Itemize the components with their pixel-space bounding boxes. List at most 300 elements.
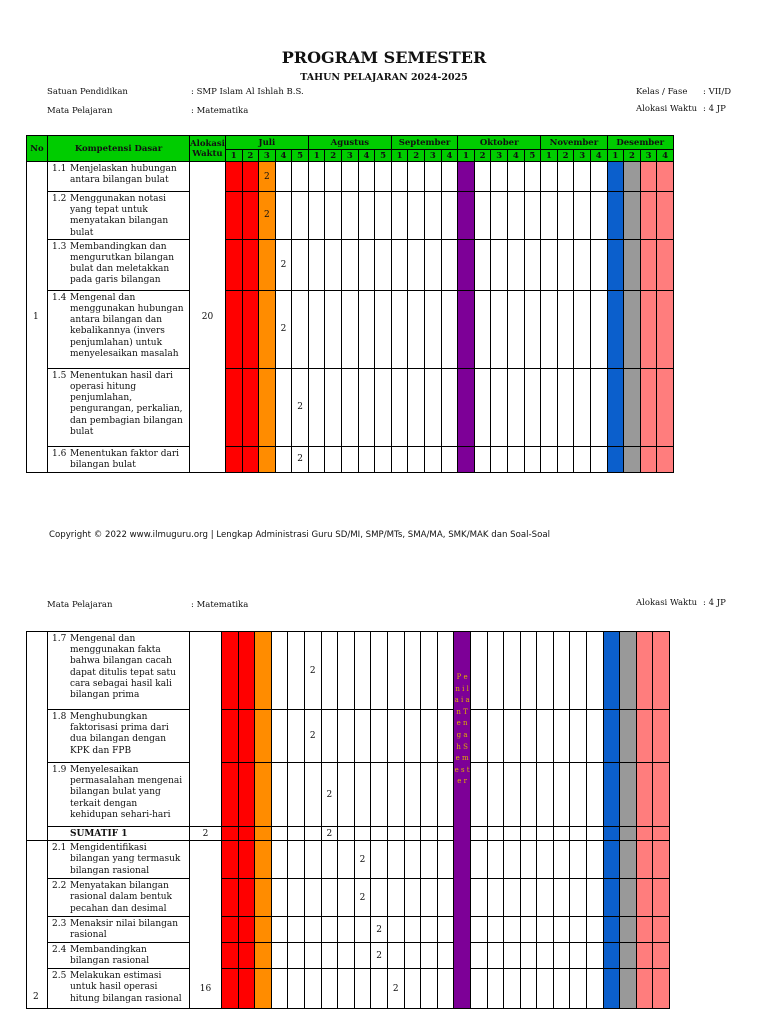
table-row	[27, 917, 670, 943]
week-cell	[470, 943, 487, 969]
week-cell	[640, 290, 657, 368]
week-cell	[570, 969, 587, 1009]
mapel-label-p2: Mata Pelajaran	[47, 600, 113, 610]
week-cell	[338, 969, 355, 1009]
week-cell	[292, 192, 309, 240]
week-cell	[520, 710, 537, 763]
table-row	[27, 879, 670, 917]
kd-text: Menyelesaikan permasalahan mengenai bilangan bulat yang terkait dengan kehidupan sehari-hari	[70, 765, 183, 820]
week-cell	[225, 368, 242, 446]
week-cell	[437, 943, 454, 969]
kd-text: Menghubungkan faktorisasi prima dari dua bilangan dengan KPK dan FPB	[70, 712, 169, 756]
week-cell	[421, 943, 438, 969]
week-cell	[308, 162, 325, 192]
week-cell	[620, 969, 637, 1009]
week-cell	[491, 290, 508, 368]
table-row	[27, 841, 670, 879]
week-cell	[524, 192, 541, 240]
week-cell	[603, 827, 620, 841]
week-cell	[587, 943, 604, 969]
week-cell	[553, 827, 570, 841]
week-cell	[553, 632, 570, 710]
table-row	[27, 446, 674, 472]
week-cell	[271, 632, 288, 710]
kd-cell	[48, 162, 190, 192]
week-cell	[620, 763, 637, 827]
week-value: 2	[292, 446, 309, 472]
week-cell	[222, 917, 239, 943]
week-cell	[292, 290, 309, 368]
col-header-kd: Kompetensi Dasar	[48, 136, 190, 162]
week-cell	[441, 239, 458, 290]
kd-number: 1.6	[52, 448, 67, 459]
week-cell	[421, 710, 438, 763]
week-cell	[222, 710, 239, 763]
week-cell	[259, 368, 276, 446]
satuan-label: Satuan Pendidikan	[47, 87, 128, 97]
week-cell	[425, 162, 442, 192]
week-cell	[275, 162, 292, 192]
week-cell	[225, 192, 242, 240]
week-cell	[225, 239, 242, 290]
week-cell	[425, 446, 442, 472]
week-cell	[304, 841, 321, 879]
week-cell	[358, 192, 375, 240]
week-cell	[557, 162, 574, 192]
week-header: 5	[524, 150, 541, 162]
week-cell	[487, 841, 504, 879]
month-header: Juli	[225, 136, 308, 150]
week-cell	[275, 446, 292, 472]
week-cell	[636, 841, 653, 879]
week-cell	[441, 162, 458, 192]
week-cell	[474, 239, 491, 290]
week-cell	[570, 632, 587, 710]
kd-cell	[48, 917, 190, 943]
week-cell	[242, 162, 259, 192]
group-number	[27, 632, 48, 841]
copyright-text: Copyright © 2022 www.ilmuguru.org | Lengkap Administrasi Guru SD/MI, SMP/MTs, SMA/MA, SMK/MAK dan Soal-Soal	[49, 530, 550, 540]
kd-text: Melakukan estimasi untuk hasil operasi hitung bilangan rasional	[70, 971, 182, 1004]
week-cell	[441, 368, 458, 446]
week-cell	[321, 879, 338, 917]
week-cell	[304, 763, 321, 827]
week-cell	[657, 162, 674, 192]
week-cell	[242, 446, 259, 472]
week-cell	[620, 943, 637, 969]
week-cell	[275, 192, 292, 240]
week-cell	[458, 192, 475, 240]
week-cell	[491, 239, 508, 290]
week-cell	[470, 710, 487, 763]
week-cell	[520, 827, 537, 841]
kd-text: Menentukan faktor dari bilangan bulat	[70, 448, 180, 471]
week-header: 2	[557, 150, 574, 162]
week-cell	[607, 446, 624, 472]
kd-number: 2.4	[52, 945, 67, 956]
week-cell	[288, 763, 305, 827]
kd-number: 1.4	[52, 292, 67, 303]
week-cell	[587, 827, 604, 841]
week-cell	[354, 763, 371, 827]
week-cell	[354, 710, 371, 763]
week-cell	[354, 943, 371, 969]
week-cell	[624, 162, 641, 192]
week-cell	[603, 632, 620, 710]
week-header: 4	[358, 150, 375, 162]
week-cell	[375, 239, 392, 290]
week-cell	[225, 446, 242, 472]
week-cell	[342, 368, 359, 446]
week-cell	[636, 827, 653, 841]
week-cell	[437, 632, 454, 710]
week-cell	[425, 239, 442, 290]
week-cell	[487, 943, 504, 969]
week-cell	[255, 710, 272, 763]
week-cell	[255, 943, 272, 969]
week-cell	[458, 446, 475, 472]
week-cell	[387, 763, 404, 827]
week-cell	[271, 710, 288, 763]
week-cell	[222, 763, 239, 827]
week-cell	[524, 290, 541, 368]
week-cell	[474, 162, 491, 192]
kd-text: Mengidentifikasi bilangan yang termasuk bilangan rasional	[70, 843, 181, 876]
week-cell	[271, 841, 288, 879]
week-cell	[222, 632, 239, 710]
kd-cell	[48, 763, 190, 827]
week-cell	[636, 763, 653, 827]
week-cell	[557, 446, 574, 472]
week-cell	[421, 917, 438, 943]
week-cell	[275, 368, 292, 446]
week-cell	[242, 192, 259, 240]
week-cell	[524, 239, 541, 290]
week-cell	[640, 239, 657, 290]
week-cell	[288, 879, 305, 917]
col-header-no: No	[27, 136, 48, 162]
week-cell	[304, 917, 321, 943]
kd-number: 1.8	[52, 712, 67, 722]
week-cell	[653, 841, 670, 879]
week-cell	[657, 239, 674, 290]
week-cell	[574, 290, 591, 368]
week-cell	[590, 239, 607, 290]
week-cell	[271, 827, 288, 841]
week-cell	[574, 368, 591, 446]
week-cell	[557, 192, 574, 240]
week-cell	[338, 827, 355, 841]
kd-cell	[48, 239, 190, 290]
week-cell	[541, 368, 558, 446]
week-cell	[624, 446, 641, 472]
kd-number: 1.3	[52, 241, 67, 252]
week-cell	[358, 368, 375, 446]
week-value: 2	[321, 827, 338, 841]
alokasi-label: Alokasi Waktu	[636, 104, 698, 114]
week-cell	[408, 162, 425, 192]
week-cell	[338, 841, 355, 879]
week-cell	[653, 632, 670, 710]
week-cell	[375, 368, 392, 446]
week-cell	[387, 710, 404, 763]
week-cell	[653, 763, 670, 827]
week-value: 2	[387, 969, 404, 1009]
week-cell	[636, 969, 653, 1009]
week-cell	[271, 879, 288, 917]
kd-number: 2.2	[52, 881, 67, 892]
week-cell	[375, 192, 392, 240]
week-cell	[255, 632, 272, 710]
week-cell	[338, 943, 355, 969]
week-cell	[342, 192, 359, 240]
week-value: 2	[354, 879, 371, 917]
week-cell	[437, 827, 454, 841]
week-cell	[574, 239, 591, 290]
week-cell	[504, 763, 521, 827]
week-cell	[425, 192, 442, 240]
kd-cell	[48, 841, 190, 879]
table-row	[27, 239, 674, 290]
week-cell	[640, 446, 657, 472]
week-header: 1	[391, 150, 408, 162]
week-cell	[404, 827, 421, 841]
week-header: 5	[292, 150, 309, 162]
week-header: 1	[458, 150, 475, 162]
week-cell	[271, 763, 288, 827]
week-cell	[354, 969, 371, 1009]
kd-number: 1.9	[52, 765, 67, 775]
week-cell	[508, 162, 525, 192]
week-cell	[358, 446, 375, 472]
sumatif-row	[27, 827, 670, 841]
week-cell	[603, 879, 620, 917]
week-value: 2	[304, 632, 321, 710]
week-cell	[255, 827, 272, 841]
week-cell	[470, 879, 487, 917]
kd-number: 1.7	[52, 634, 67, 644]
table-row	[27, 290, 674, 368]
week-cell	[387, 841, 404, 879]
week-cell	[238, 917, 255, 943]
week-cell	[487, 969, 504, 1009]
week-cell	[255, 917, 272, 943]
week-cell	[636, 879, 653, 917]
week-cell	[408, 368, 425, 446]
week-cell	[636, 943, 653, 969]
week-cell	[553, 917, 570, 943]
week-cell	[391, 192, 408, 240]
week-cell	[607, 290, 624, 368]
week-cell	[520, 763, 537, 827]
week-cell	[222, 841, 239, 879]
week-cell	[657, 290, 674, 368]
week-cell	[391, 368, 408, 446]
week-cell	[358, 162, 375, 192]
week-header: 2	[325, 150, 342, 162]
week-cell	[541, 162, 558, 192]
week-cell	[308, 446, 325, 472]
month-header: Desember	[607, 136, 673, 150]
week-cell	[508, 446, 525, 472]
week-cell	[636, 710, 653, 763]
week-cell	[587, 632, 604, 710]
week-cell	[321, 710, 338, 763]
week-cell	[421, 841, 438, 879]
week-cell	[259, 290, 276, 368]
page-title: PROGRAM SEMESTER	[281, 48, 487, 67]
alokasi-label-p2: Alokasi Waktu	[636, 598, 698, 608]
week-cell	[504, 879, 521, 917]
week-cell	[292, 239, 309, 290]
week-cell	[657, 368, 674, 446]
week-cell	[640, 192, 657, 240]
week-cell	[375, 162, 392, 192]
week-value: 2	[371, 917, 388, 943]
week-cell	[504, 969, 521, 1009]
week-header: 2	[474, 150, 491, 162]
mapel-value: : Matematika	[191, 106, 249, 116]
week-cell	[371, 969, 388, 1009]
kd-cell	[48, 710, 190, 763]
week-cell	[508, 368, 525, 446]
week-cell	[524, 162, 541, 192]
kd-cell	[48, 446, 190, 472]
week-cell	[570, 763, 587, 827]
week-cell	[225, 162, 242, 192]
week-header: 3	[574, 150, 591, 162]
sumatif-alokasi: 2	[190, 827, 222, 841]
week-cell	[387, 879, 404, 917]
kd-number: 1.2	[52, 194, 67, 204]
week-cell	[557, 239, 574, 290]
week-cell	[354, 827, 371, 841]
week-cell	[504, 841, 521, 879]
week-cell	[437, 710, 454, 763]
week-cell	[570, 879, 587, 917]
week-cell	[520, 879, 537, 917]
table-row	[27, 969, 670, 1009]
kd-number: 1.1	[52, 164, 67, 174]
week-cell	[487, 879, 504, 917]
week-cell	[620, 917, 637, 943]
week-cell	[342, 162, 359, 192]
group-number: 1	[27, 162, 48, 473]
week-cell	[587, 710, 604, 763]
alokasi-value: : 4 JP	[703, 104, 726, 114]
kd-text: Membandingkan dan mengurutkan bilangan bulat dan meletakkan pada garis bilangan	[70, 241, 175, 286]
week-cell	[524, 446, 541, 472]
week-cell	[537, 943, 554, 969]
week-cell	[553, 879, 570, 917]
week-cell	[404, 841, 421, 879]
week-cell	[421, 763, 438, 827]
week-cell	[520, 943, 537, 969]
week-cell	[288, 943, 305, 969]
week-cell	[222, 879, 239, 917]
week-cell	[557, 290, 574, 368]
page-subtitle: TAHUN PELAJARAN 2024-2025	[300, 72, 468, 83]
week-cell	[325, 239, 342, 290]
week-cell	[640, 368, 657, 446]
week-cell	[321, 841, 338, 879]
month-header: Oktober	[458, 136, 541, 150]
kd-text: Membandingkan bilangan rasional	[70, 945, 150, 967]
week-cell	[590, 446, 607, 472]
week-header: 2	[242, 150, 259, 162]
week-cell	[421, 632, 438, 710]
week-cell	[441, 446, 458, 472]
week-cell	[238, 763, 255, 827]
week-cell	[308, 368, 325, 446]
week-cell	[653, 917, 670, 943]
week-cell	[557, 368, 574, 446]
week-cell	[391, 290, 408, 368]
week-cell	[222, 969, 239, 1009]
week-cell	[491, 368, 508, 446]
week-cell	[653, 879, 670, 917]
kd-text: Menyatakan bilangan rasional dalam bentuk pecahan dan desimal	[70, 881, 173, 914]
week-cell	[590, 162, 607, 192]
week-cell	[387, 943, 404, 969]
alokasi-waktu	[190, 632, 222, 827]
week-cell	[371, 763, 388, 827]
week-cell	[222, 827, 239, 841]
week-cell	[259, 446, 276, 472]
week-cell	[570, 917, 587, 943]
week-value: 2	[259, 192, 276, 240]
week-cell	[408, 192, 425, 240]
week-header: 4	[441, 150, 458, 162]
week-cell	[607, 162, 624, 192]
week-cell	[458, 290, 475, 368]
week-cell	[238, 943, 255, 969]
week-cell	[520, 917, 537, 943]
week-cell	[553, 969, 570, 1009]
week-header: 3	[425, 150, 442, 162]
week-cell	[587, 879, 604, 917]
week-cell	[491, 192, 508, 240]
week-cell	[574, 192, 591, 240]
week-cell	[508, 192, 525, 240]
week-value: 2	[259, 162, 276, 192]
week-cell	[325, 368, 342, 446]
week-cell	[304, 827, 321, 841]
month-header: Agustus	[308, 136, 391, 150]
alokasi-waktu: 20	[190, 162, 226, 473]
week-cell	[470, 763, 487, 827]
week-cell	[587, 917, 604, 943]
week-cell	[470, 969, 487, 1009]
week-cell	[408, 239, 425, 290]
week-cell	[504, 943, 521, 969]
week-cell	[520, 841, 537, 879]
week-cell	[537, 710, 554, 763]
week-cell	[404, 917, 421, 943]
week-cell	[371, 827, 388, 841]
week-cell	[371, 710, 388, 763]
week-cell	[408, 290, 425, 368]
week-cell	[259, 239, 276, 290]
table-row	[27, 710, 670, 763]
week-cell	[624, 290, 641, 368]
week-cell	[570, 943, 587, 969]
week-cell	[574, 446, 591, 472]
week-cell	[358, 290, 375, 368]
week-cell	[524, 368, 541, 446]
week-cell	[620, 827, 637, 841]
week-cell	[590, 368, 607, 446]
